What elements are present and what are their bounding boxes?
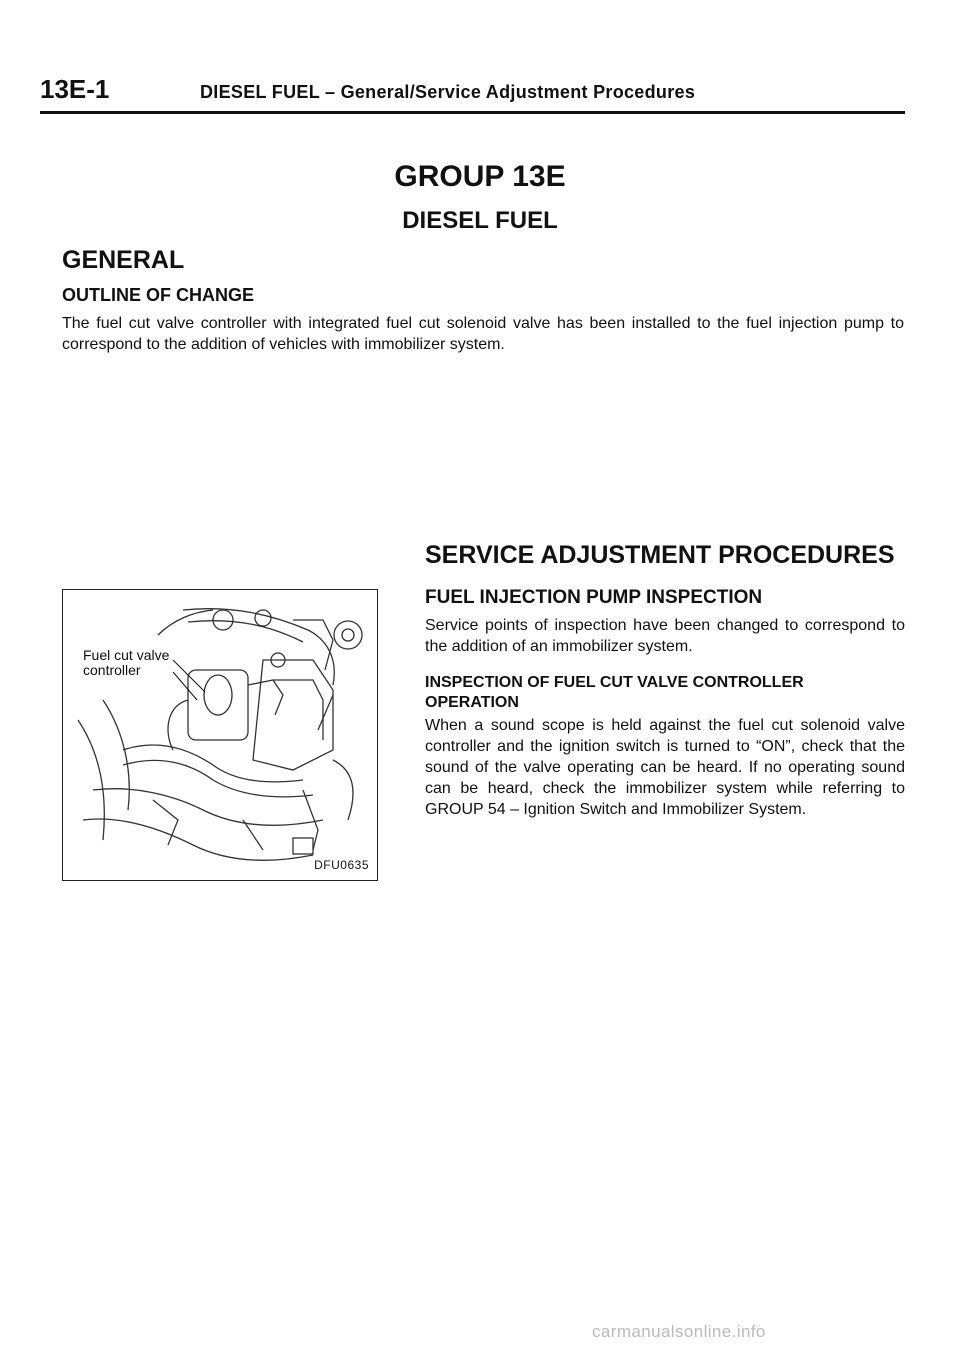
page-header (40, 74, 905, 114)
figure-callout-label (83, 648, 169, 678)
engine-illustration (63, 590, 378, 881)
general-heading: GENERAL (62, 246, 185, 274)
outline-heading: OUTLINE OF CHANGE (62, 285, 254, 305)
inspection-paragraph: When a sound scope is held against the fuel cut solenoid valve controller and the ignition switch is turned to “ON”, check that the sound of the valve operating can be heard. If no operating sound can be heard, check the immobilizer system while referring to GROUP 54 – Ignition Switch and Immobilizer System. (425, 717, 905, 818)
inspection-heading: INSPECTION OF FUEL CUT VALVE CONTROLLER OPERATION (425, 674, 804, 711)
figure-code: DFU0635 (314, 858, 369, 872)
page-number: 13E-1 (40, 74, 110, 104)
watermark: carmanualsonline.info (592, 1322, 766, 1341)
header-title: DIESEL FUEL – General/Service Adjustment Procedures (200, 82, 696, 102)
fuel-injection-pump-heading: FUEL INJECTION PUMP INSPECTION (425, 587, 763, 608)
service-heading: SERVICE ADJUSTMENT PROCEDURES (425, 541, 895, 569)
engine-figure (62, 589, 378, 881)
group-subtitle: DIESEL FUEL (402, 207, 558, 234)
outline-paragraph: The fuel cut valve controller with integrated fuel cut solenoid valve has been installed to the fuel injection pump to correspond to the addition of vehicles with immobilizer system. (62, 315, 904, 353)
figure-callout-line2: controller (83, 662, 141, 678)
figure-callout-line1: Fuel cut valve (83, 647, 170, 663)
group-title: GROUP 13E (394, 160, 566, 193)
fuel-injection-pump-paragraph: Service points of inspection have been changed to correspond to the addition of an immobilizer system. (425, 617, 905, 655)
